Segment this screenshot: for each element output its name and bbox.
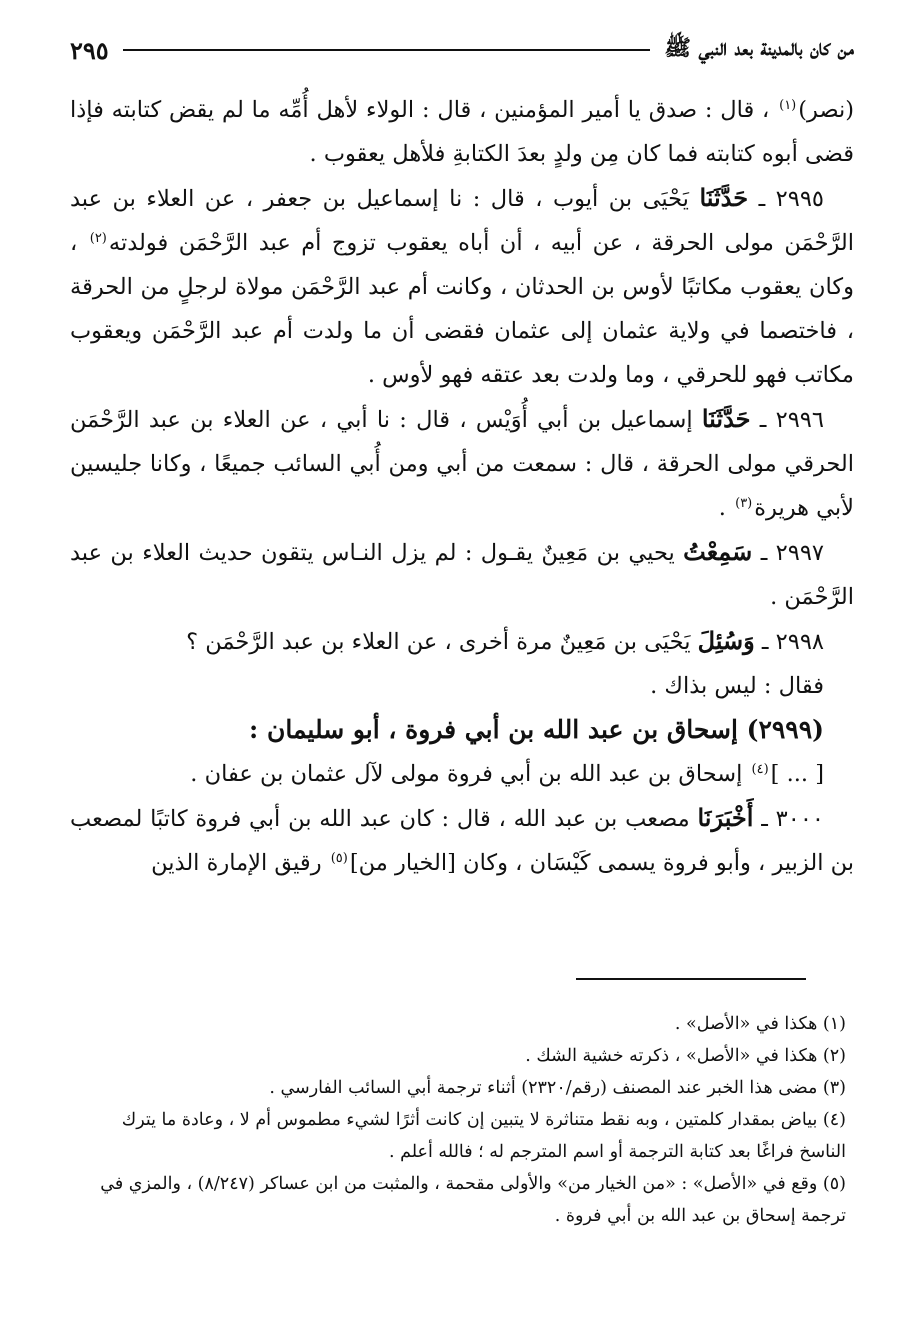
main-text [70, 88, 854, 885]
entry-3000 [70, 796, 854, 885]
text-segment: ، وكان يعقوب مكاتبًا لأوس بن الحدثان ، وكانت أم عبد الرَّحْمَن مولاة لرجلٍ من الحرقة ، فاختصما في ولاية عثمان إلى عثمان فقضى أن ما ولدت أم عبد الرَّحْمَن ويعقوب مكاتب فهو للحرقي ، وما ولدت بعد عتقه فهو لأوس . [70, 230, 854, 388]
entry-lead-word: أَخْبَرَنَا [697, 803, 754, 832]
text-segment: رقيق الإمارة الذين [151, 850, 322, 876]
text-segment: إسحاق بن عبد الله بن أبي فروة مولى لآل عثمان بن عفان . [190, 761, 743, 787]
entry-2996 [70, 397, 854, 530]
entry-2998 [70, 619, 854, 708]
footnote-4: (٤) بياض بمقدار كلمتين ، وبه نقط متناثرة لا يتبين إن كانت أثرًا لشيء مطموس أم لا ، وعادة ما يترك الناسخ فراغًا بعد كتابة الترجمة أو اسم المترجم له ؛ فالله أعلم . [121, 1110, 846, 1162]
entry-2995 [70, 176, 854, 397]
text-segment: إسماعيل بن أبي أُوَيْس ، قال : نا أبي ، عن العلاء بن عبد الرَّحْمَن الحرقي مولى الحرقة ، قال : سمعت من أبي ومن أُبي السائب جميعًا ، وكانا جليسين لأبي هريرة [70, 407, 854, 521]
footnote-ref: (١) [779, 97, 797, 113]
entry-number: ٢٩٩٧ ـ [760, 540, 825, 566]
section-intro [70, 752, 854, 796]
running-title: من كان بالمدينة بعد النبي ﷺ [664, 35, 854, 61]
entry-number: ٢٩٩٥ ـ [758, 186, 825, 212]
entry-number: ٢٩٩٨ ـ [761, 629, 824, 655]
header-rule [123, 49, 651, 51]
text-segment: . [718, 495, 726, 521]
page-number: ٢٩٥ [70, 35, 109, 65]
footnote-ref: (٣) [735, 495, 753, 511]
footnote-separator [576, 978, 806, 980]
entry-lead-word: حَدَّثَنَا [701, 404, 751, 433]
paragraph-continuation [70, 88, 854, 176]
footnote-5: (٥) وقع في «الأصل» : «من الخيار من» والأولى مقحمة ، والمثبت من ابن عساكر (٨/٢٤٧) ، والمزي في ترجمة إسحاق بن عبد الله بن أبي فروة . [100, 1174, 846, 1226]
entry-lead-word: حَدَّثَنَا [699, 183, 749, 212]
footnote-2: (٢) هكذا في «الأصل» ، ذكرته خشية الشك . [525, 1046, 846, 1066]
text-segment: ، قال : صدق يا أمير المؤمنين ، قال : الولاء لأهل أُمِّه ما لم يقض كتابته فإذا قضى أبوه كتابته فما كان مِن ولدٍ بعدَ الكتابةِ فلأهل يعقوب . [70, 97, 854, 167]
entry-number: ٢٩٩٦ ـ [759, 407, 824, 433]
entry-question [70, 619, 854, 664]
text-segment: يحيي بن مَعِينٌ يقـول : لم يزل النـاس يتقون حديث العلاء بن عبد الرَّحْمَن . [70, 540, 854, 610]
page-header [70, 28, 854, 72]
text-segment: يَحْيَى بن أيوب ، قال : نا إسماعيل بن جعفر ، عن العلاء بن عبد الرَّحْمَن مولى الحرقة ، عن أبيه ، أن أباه يعقوب تزوج أم عبد الرَّحْمَن فولدته [70, 186, 854, 256]
text-segment: يَحْيَى بن مَعِينٌ مرة أخرى ، عن العلاء بن عبد الرَّحْمَن ؟ [186, 629, 691, 655]
entry-lead-word: وَسُئِلَ [697, 626, 755, 655]
entry-2997 [70, 530, 854, 619]
text-segment: (نصر) [798, 97, 854, 123]
lacuna-bracket: [ ... ] [770, 761, 824, 787]
entry-lead-word: سَمِعْتُ [683, 537, 753, 566]
entry-answer: فقال : ليس بذاك . [650, 673, 824, 699]
footnote-ref: (٤) [751, 761, 769, 777]
entry-number: ٣٠٠٠ ـ [761, 806, 824, 832]
text-segment: مصعب بن عبد الله ، قال : كان عبد الله بن أبي فروة كاتبًا لمصعب بن الزبير ، وأبو فروة يسمى كَيْسَان ، وكان [الخيار من] [70, 806, 854, 876]
footnote-1: (١) هكذا في «الأصل» . [674, 1014, 846, 1034]
footnote-3: (٣) مضى هذا الخبر عند المصنف (رقم/٢٣٢٠) أثناء ترجمة أبي السائب الفارسي . [269, 1078, 846, 1098]
footnotes [70, 1008, 854, 1232]
footnote-ref: (٢) [89, 230, 107, 246]
section-heading: (٢٩٩٩) إسحاق بن عبد الله بن أبي فروة ، أبو سليمان : [249, 715, 824, 744]
footnote-ref: (٥) [330, 850, 348, 866]
